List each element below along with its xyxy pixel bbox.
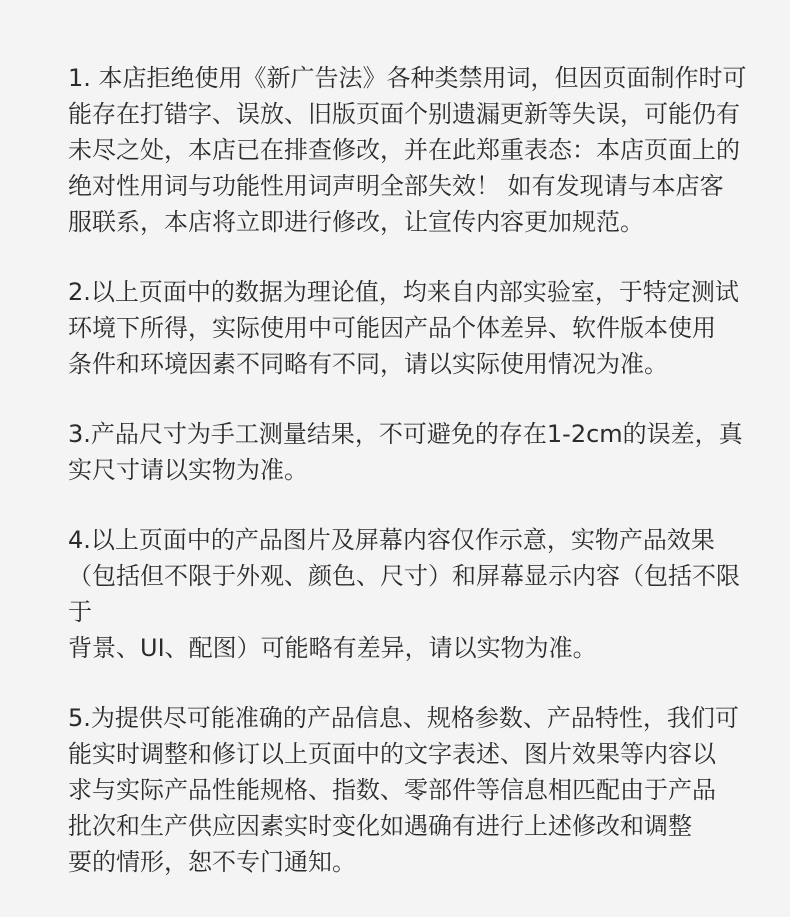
notice-2-line-2: 环境下所得，实际使用中可能因产品个体差异、软件版本使用 xyxy=(68,314,716,342)
notice-1-line-4: 绝对性用词与功能性用词声明全部失效！ 如有发现请与本店客 xyxy=(68,172,724,200)
notice-2-line-3: 条件和环境因素不同略有不同，请以实际使用情况为准。 xyxy=(68,350,668,378)
notice-5-line-3: 求与实际产品性能规格、指数、零部件等信息相匹配由于产品 xyxy=(68,776,716,804)
notice-5-line-2: 能实时调整和修订以上页面中的文字表述、图片效果等内容以 xyxy=(68,740,716,768)
notice-1 xyxy=(68,60,750,240)
notice-1-line-3: 未尽之处，本店已在排查修改，并在此郑重表态：本店页面上的 xyxy=(68,136,740,164)
notice-5 xyxy=(68,700,750,880)
notice-1-line-5: 服联系，本店将立即进行修改，让宣传内容更加规范。 xyxy=(68,208,644,236)
notice-3 xyxy=(68,416,750,488)
notice-1-line-1: 1. 本店拒绝使用《新广告法》各种类禁用词，但因页面制作时可 xyxy=(68,64,747,92)
notice-2 xyxy=(68,274,750,382)
notice-5-line-5: 要的情形，恕不专门通知。 xyxy=(68,848,356,876)
notice-5-line-1: 5.为提供尽可能准确的产品信息、规格参数、产品特性，我们可 xyxy=(68,704,739,732)
notice-4-line-1: 4.以上页面中的产品图片及屏幕内容仅作示意，实物产品效果 xyxy=(68,526,715,554)
notice-3-line-2: 实尺寸请以实物为准。 xyxy=(68,456,308,484)
notice-2-line-1: 2.以上页面中的数据为理论值，均来自内部实验室，于特定测试 xyxy=(68,278,739,306)
notice-5-line-4: 批次和生产供应因素实时变化如遇确有进行上述修改和调整 xyxy=(68,812,692,840)
notice-3-line-1: 3.产品尺寸为手工测量结果，不可避免的存在1-2cm的误差，真 xyxy=(68,420,743,448)
notice-1-line-2: 能存在打错字、误放、旧版页面个别遗漏更新等失误，可能仍有 xyxy=(68,100,740,128)
notice-4-line-2: （包括但不限于外观、颜色、尺寸）和屏幕显示内容（包括不限于 xyxy=(68,562,740,626)
notice-4-line-3: 背景、UI、配图）可能略有差异，请以实物为准。 xyxy=(68,634,597,662)
notice-4 xyxy=(68,522,750,666)
